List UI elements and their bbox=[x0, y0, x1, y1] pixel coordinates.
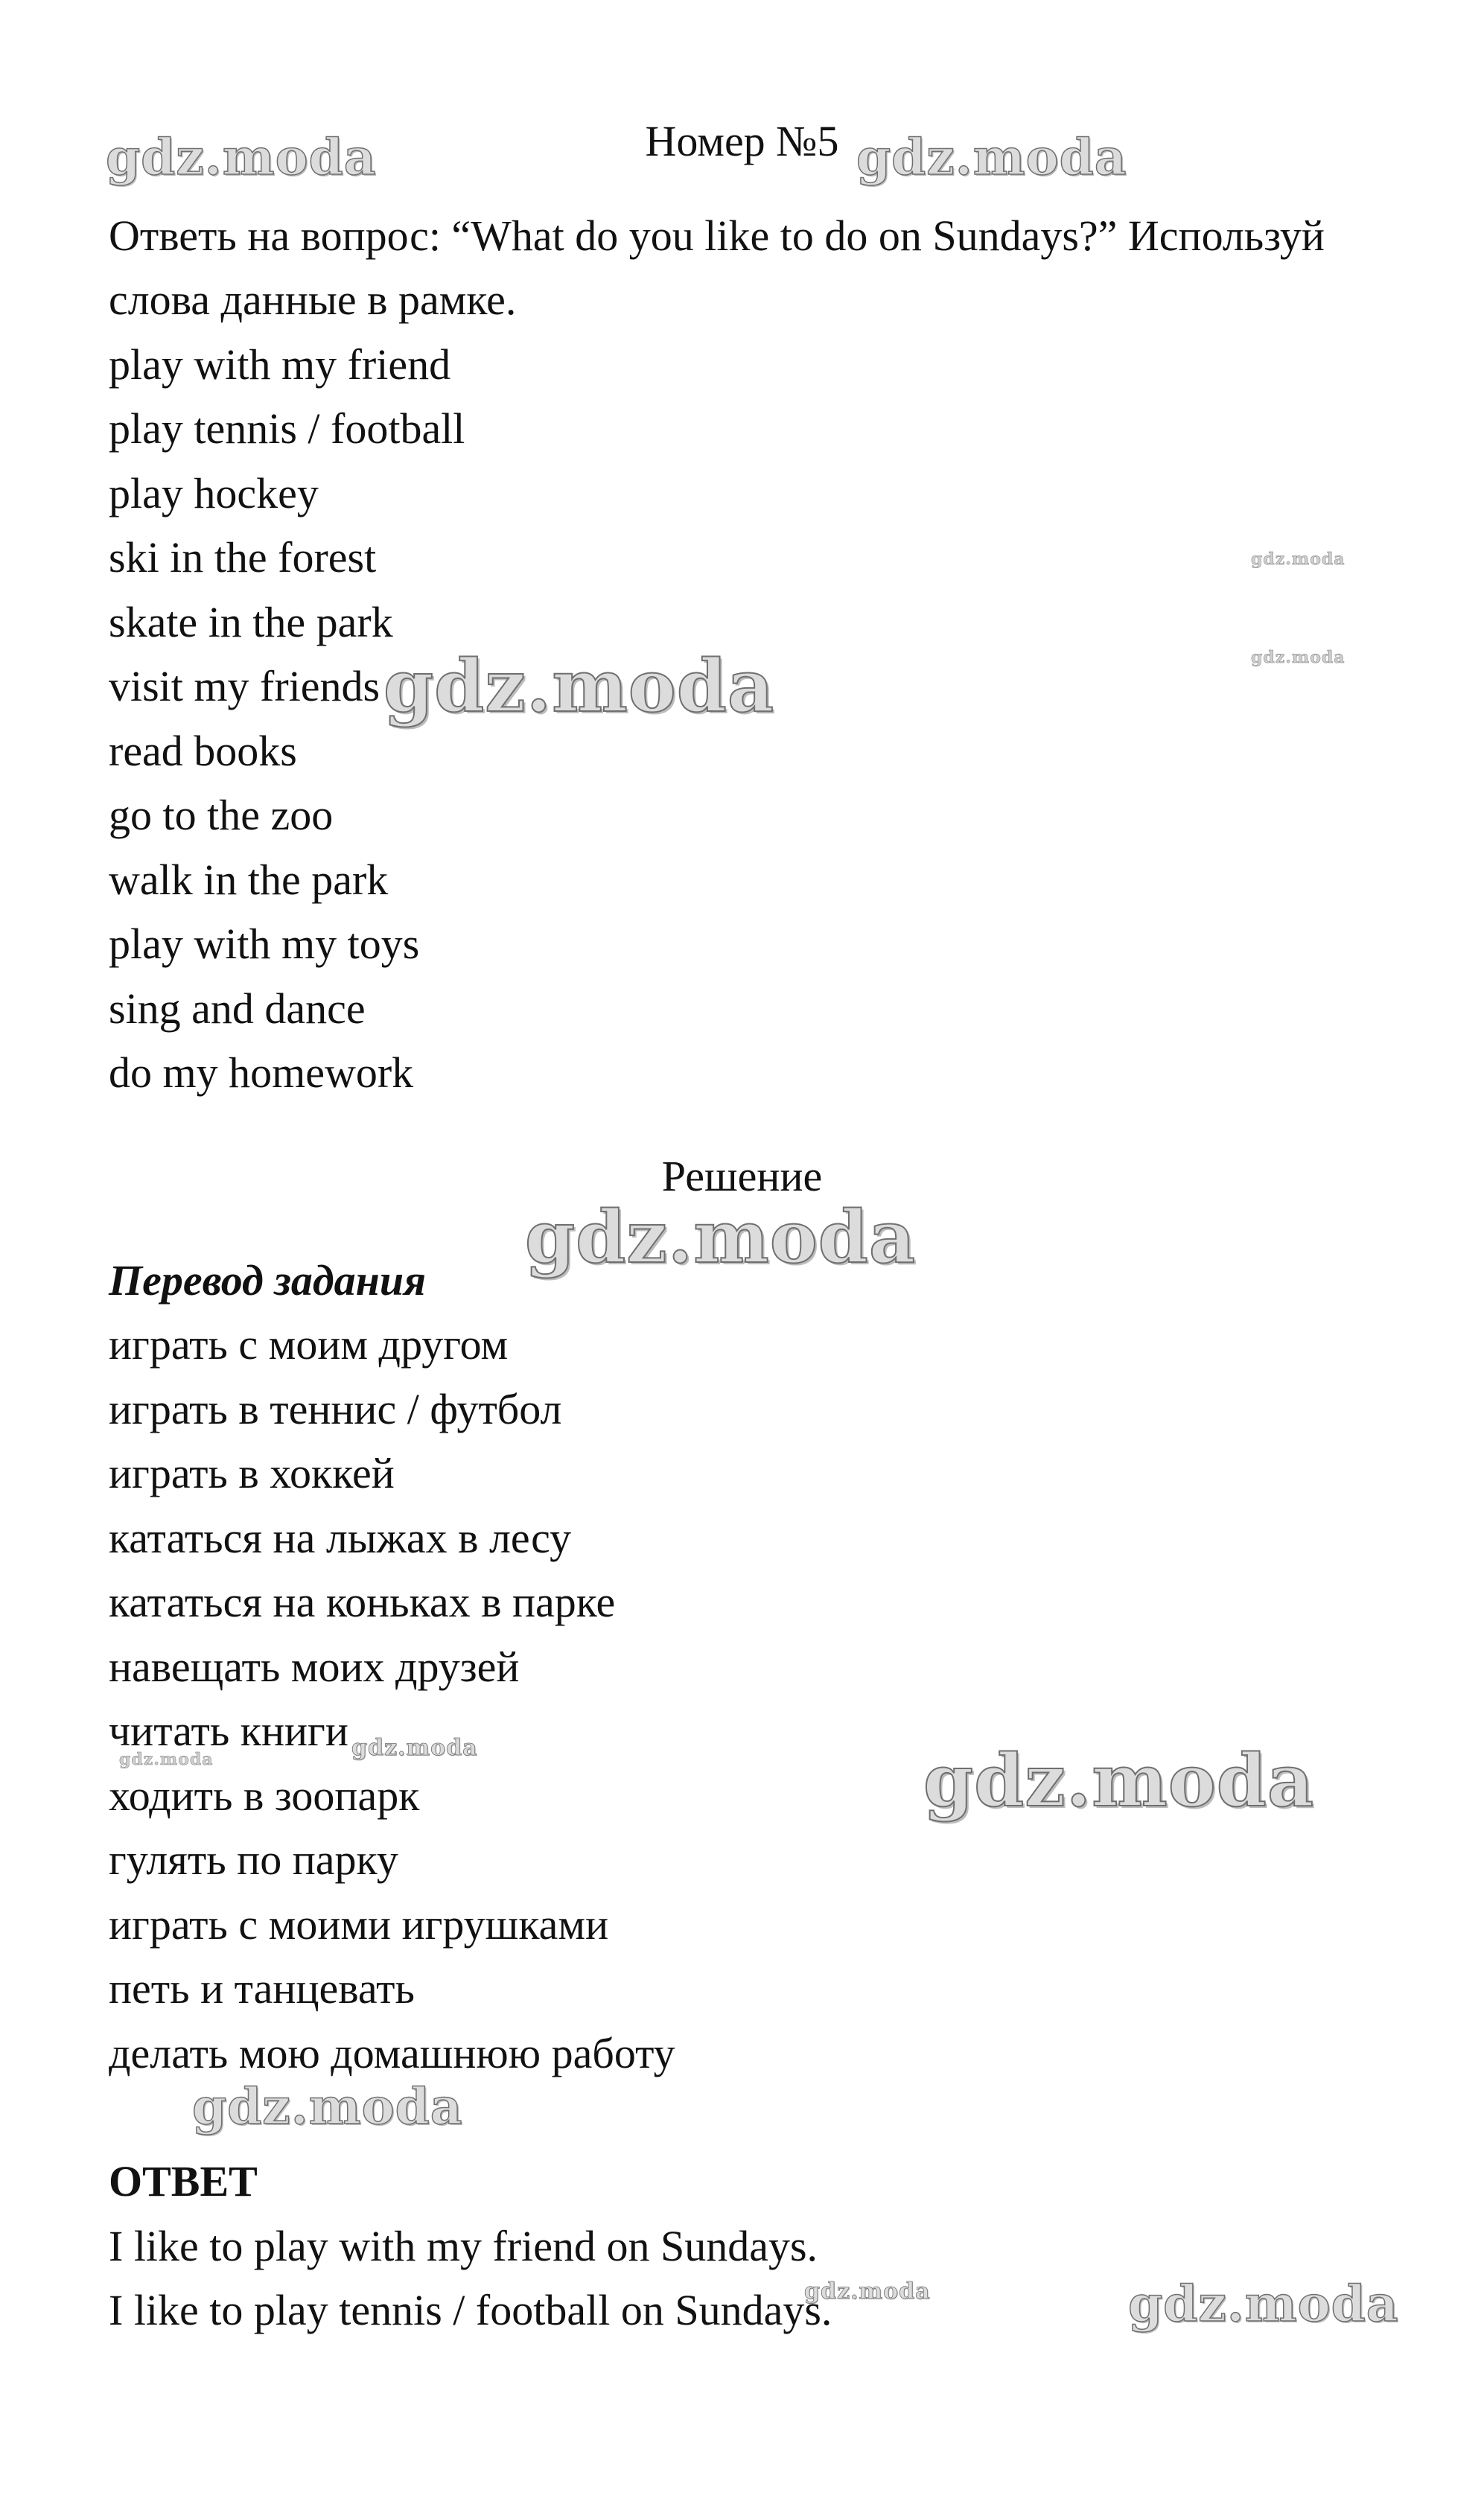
translation-item: кататься на коньках в парке bbox=[109, 1578, 616, 1626]
phrase-item: play with my friend bbox=[109, 340, 451, 389]
translation-item: кататься на лыжах в лесу bbox=[109, 1514, 572, 1562]
watermark-logo: gdz.moda bbox=[1128, 2275, 1399, 2333]
translation-item: делать мою домашнюю работу bbox=[109, 2029, 675, 2077]
translation-item: играть в хоккей bbox=[109, 1449, 395, 1497]
phrase-item: sing and dance bbox=[109, 984, 366, 1033]
translation-item: петь и танцевать bbox=[109, 1964, 415, 2013]
translation-item: играть в теннис / футбол bbox=[109, 1385, 562, 1433]
translation-item: навещать моих друзей bbox=[109, 1643, 520, 1691]
watermark-logo: gdz.moda bbox=[804, 2278, 931, 2305]
translation-item: гулять по парку bbox=[109, 1835, 398, 1884]
answer-heading: ОТВЕТ bbox=[109, 2157, 258, 2205]
watermark-logo: gdz.moda bbox=[856, 128, 1127, 186]
task-instruction-line-1: Ответь на вопрос: “What do you like to do on Sundays?” Используй bbox=[109, 211, 1325, 260]
translation-item: читать книги bbox=[109, 1707, 348, 1755]
phrase-item: ski in the forest bbox=[109, 533, 377, 582]
watermark-logo: gdz.moda bbox=[192, 2077, 463, 2135]
translation-item: ходить в зоопарк bbox=[109, 1771, 420, 1820]
phrase-item: visit my friends bbox=[109, 662, 380, 710]
page-title: Номер №5 bbox=[645, 117, 839, 165]
translation-item: играть с моими игрушками bbox=[109, 1900, 609, 1949]
phrase-item: skate in the park bbox=[109, 598, 393, 646]
watermark-logo: gdz.moda bbox=[119, 1750, 214, 1769]
answer-line: I like to play tennis / football on Sundays. bbox=[109, 2286, 832, 2334]
task-instruction-line-2: слова данные в рамке. bbox=[109, 275, 517, 324]
solution-heading: Решение bbox=[661, 1152, 823, 1200]
watermark-logo: gdz.moda bbox=[351, 1735, 478, 1761]
phrase-item: read books bbox=[109, 727, 297, 775]
watermark-logo: gdz.moda bbox=[923, 1739, 1315, 1823]
translation-item: играть с моим другом bbox=[109, 1320, 509, 1369]
watermark-logo: gdz.moda bbox=[1251, 648, 1346, 667]
phrase-item: walk in the park bbox=[109, 856, 389, 904]
watermark-logo: gdz.moda bbox=[525, 1195, 917, 1279]
answer-line: I like to play with my friend on Sundays. bbox=[109, 2222, 818, 2270]
phrase-item: go to the zoo bbox=[109, 791, 334, 839]
phrase-item: play tennis / football bbox=[109, 404, 465, 453]
phrase-item: play hockey bbox=[109, 469, 319, 517]
watermark-logo: gdz.moda bbox=[1251, 550, 1346, 569]
watermark-logo: gdz.moda bbox=[106, 128, 377, 186]
translation-heading: Перевод задания bbox=[109, 1256, 426, 1305]
watermark-logo: gdz.moda bbox=[383, 644, 775, 728]
phrase-item: play with my toys bbox=[109, 920, 420, 968]
phrase-item: do my homework bbox=[109, 1048, 414, 1097]
